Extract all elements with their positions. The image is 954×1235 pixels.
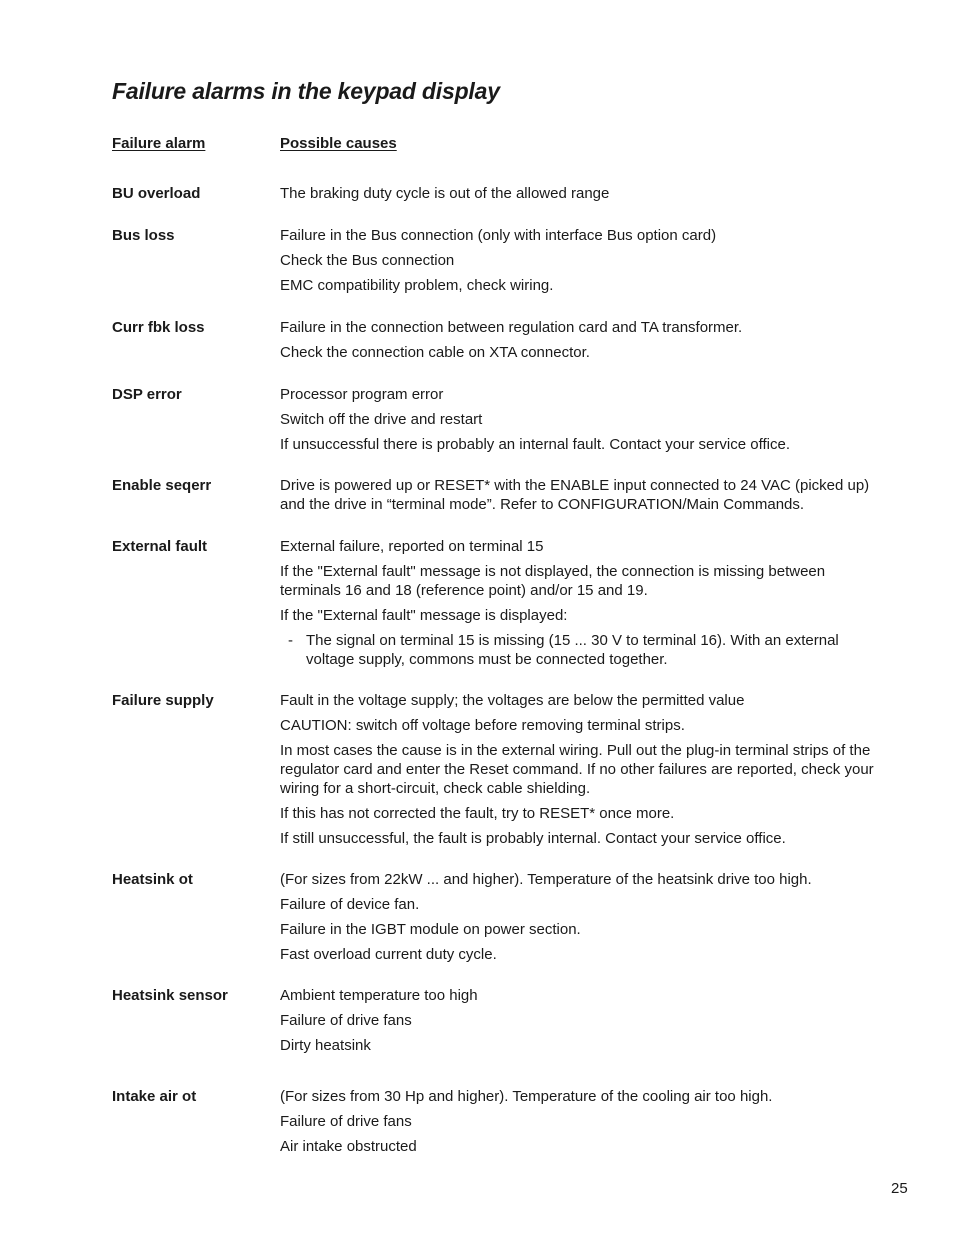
- causes-list: [280, 476, 874, 514]
- alarm-row: [112, 385, 874, 454]
- cause-text: Fast overload current duty cycle.: [280, 946, 497, 963]
- alarm-row: [112, 184, 874, 203]
- alarm-row: [112, 318, 874, 362]
- cause-text: Check the Bus connection: [280, 252, 455, 269]
- cause-text: If still unsuccessful, the fault is probably internal. Contact your service office.: [280, 830, 786, 847]
- cause-text: Dirty heatsink: [280, 1037, 371, 1054]
- alarm-name: External fault: [112, 538, 208, 555]
- causes-list: [280, 870, 874, 964]
- cause-text: (For sizes from 30 Hp and higher). Temperature of the cooling air too high.: [280, 1088, 773, 1105]
- alarm-row: [112, 476, 874, 514]
- cause-text: Failure in the connection between regulation card and TA transformer.: [280, 319, 743, 336]
- failure-alarm-table: [112, 184, 874, 1156]
- cause-text: Failure in the Bus connection (only with interface Bus option card): [280, 227, 717, 244]
- cause-text: External failure, reported on terminal 15: [280, 538, 544, 555]
- cause-text: (For sizes from 22kW ... and higher). Temperature of the heatsink drive too high.: [280, 871, 812, 888]
- causes-list: [280, 1087, 874, 1156]
- cause-text: CAUTION: switch off voltage before removing terminal strips.: [280, 717, 685, 734]
- cause-text: If the "External fault" message is displayed:: [280, 607, 568, 624]
- cause-text: Failure of drive fans: [280, 1113, 412, 1130]
- causes-list: [280, 184, 874, 203]
- causes-list: [280, 318, 874, 362]
- causes-list: [280, 986, 874, 1055]
- cause-text: Processor program error: [280, 386, 444, 403]
- alarm-name: Enable seqerr: [112, 477, 212, 494]
- column-header-possible-causes: Possible causes: [280, 135, 397, 152]
- cause-text: Check the connection cable on XTA connector.: [280, 344, 590, 361]
- alarm-name: Intake air ot: [112, 1088, 197, 1105]
- alarm-name: Heatsink sensor: [112, 987, 228, 1004]
- cause-text: Switch off the drive and restart: [280, 411, 483, 428]
- bullet-text: The signal on terminal 15 is missing (15 ... 30 V to terminal 16). With an external voltage supply, commons must be connected together.: [306, 632, 839, 668]
- cause-text: Failure in the IGBT module on power section.: [280, 921, 581, 938]
- alarm-name: BU overload: [112, 185, 201, 202]
- alarm-name: Heatsink ot: [112, 871, 193, 888]
- cause-text: Ambient temperature too high: [280, 987, 478, 1004]
- alarm-row: [112, 691, 874, 848]
- cause-text: Fault in the voltage supply; the voltages are below the permitted value: [280, 692, 745, 709]
- alarm-row: [112, 537, 874, 669]
- cause-text: If unsuccessful there is probably an internal fault. Contact your service office.: [280, 436, 790, 453]
- causes-list: [280, 385, 874, 454]
- bullet-dash: -: [288, 632, 293, 649]
- alarm-name: Bus loss: [112, 227, 175, 244]
- cause-text: Failure of device fan.: [280, 896, 420, 913]
- cause-text: If the "External fault" message is not displayed, the connection is missing between terminals 16 and 18 (reference point) and/or 15 and 19.: [280, 563, 826, 599]
- alarm-name: DSP error: [112, 386, 182, 403]
- alarm-row: [112, 986, 874, 1055]
- cause-text: EMC compatibility problem, check wiring.: [280, 277, 554, 294]
- page-number: 25: [891, 1180, 908, 1197]
- alarm-row: [112, 870, 874, 964]
- cause-text: In most cases the cause is in the external wiring. Pull out the plug-in terminal strips of the regulator card and enter the Reset command. If no other failures are reported, check your wiring for a short-circuit, check cable shielding.: [280, 742, 874, 797]
- cause-bullet-item: [280, 631, 874, 669]
- cause-text: Failure of drive fans: [280, 1012, 412, 1029]
- alarm-row: [112, 226, 874, 295]
- alarm-name: Failure supply: [112, 692, 214, 709]
- alarm-name: Curr fbk loss: [112, 319, 205, 336]
- causes-list: [280, 226, 874, 295]
- page-title: Failure alarms in the keypad display: [112, 78, 500, 104]
- causes-list: [280, 537, 874, 669]
- alarm-row: [112, 1087, 874, 1156]
- cause-text: Drive is powered up or RESET* with the ENABLE input connected to 24 VAC (picked up) and the drive in “terminal mode”. Refer to CONFIGURATION/Main Commands.: [280, 477, 870, 513]
- cause-text: The braking duty cycle is out of the allowed range: [280, 185, 610, 202]
- causes-list: [280, 691, 874, 848]
- column-header-failure-alarm: Failure alarm: [112, 135, 206, 152]
- cause-text: If this has not corrected the fault, try to RESET* once more.: [280, 805, 675, 822]
- cause-text: Air intake obstructed: [280, 1138, 417, 1155]
